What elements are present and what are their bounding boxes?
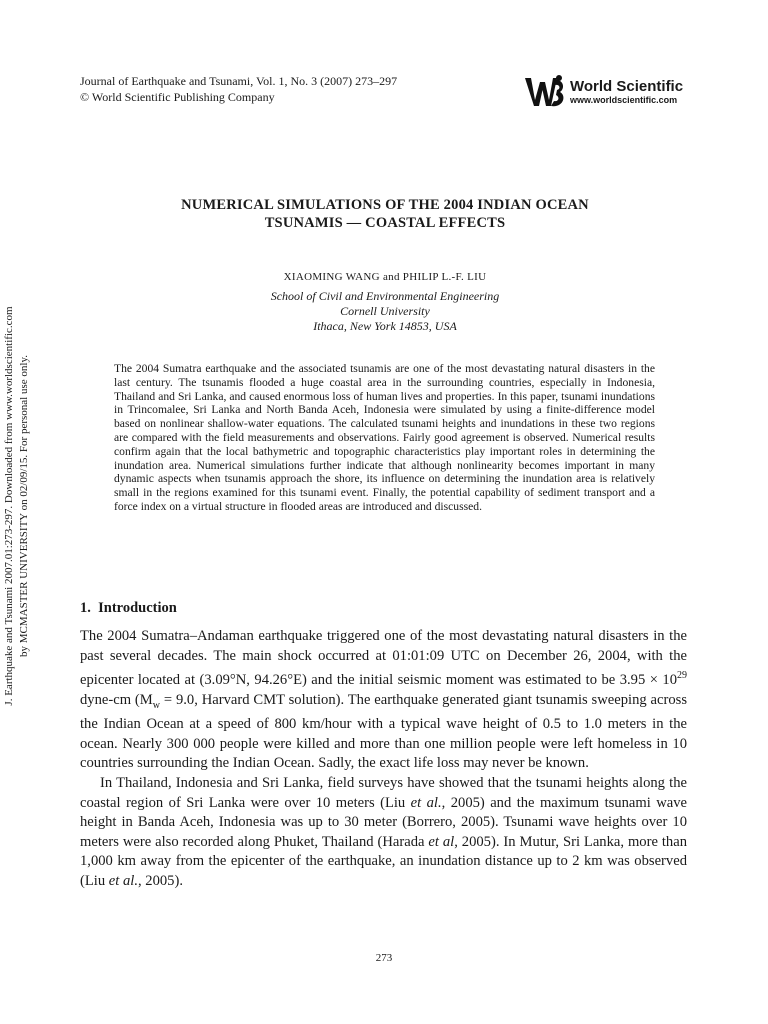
paragraph-2-text-b: , 2005) and the maximum tsunami wave height in Banda Aceh, Indonesia was up to 30 meter (Borrero, 2005). Tsunami wave heights over 10 meters were also recorded along Phuket, Thailand (Harada [80, 794, 688, 850]
paragraph-2-text-a: In Thailand, Indonesia and Sri Lanka, field surveys have showed that the tsunami heights along the coastal region of Sri Lanka were over 10 meters (Liu [80, 774, 687, 811]
download-notice [2, 296, 40, 716]
body-text [80, 627, 687, 891]
download-notice-line-1: J. Earthquake and Tsunami 2007.01:273-297. Downloaded from www.worldscientific.com [3, 306, 15, 706]
paper-title-line-1: NUMERICAL SIMULATIONS OF THE 2004 INDIAN OCEAN [181, 197, 589, 213]
paragraph-2-text-d: , 2005). [137, 872, 183, 889]
moment-exponent: 29 [677, 670, 687, 682]
citation-et-al: et al [428, 833, 455, 850]
page-number: 273 [375, 952, 393, 964]
section-number: 1. [80, 600, 91, 616]
world-scientific-logo-icon [523, 72, 567, 112]
paper-title-line-2: TSUNAMIS — COASTAL EFFECTS [264, 215, 506, 231]
citation-et-al: et al. [410, 794, 442, 811]
affiliation-line-1: School of Civil and Environmental Engineering [270, 289, 500, 303]
abstract: The 2004 Sumatra earthquake and the associated tsunamis are one of the most devastating natural disasters in the last century. The tsunamis flooded a huge coastal area in the surrounding countries, especially in Indonesia, Thailand and Sri Lanka, and caused enormous loss of human lives and properties. In this paper, tsunami inundations in Trincomalee, Sri Lanka and North Banda Aceh, Indonesia were simulated by using a finite-difference model based on nonlinear shallow-water equations. The calculated tsunami heights and inundations in these two regions are compared with the field measurements and observations. Fairly good agreement is observed. Numerical results confirm again that the local bathymetric and topographic characteristics play important roles in determining the inundation area. Numerical simulations further indicate that although nonlinearity becomes important in many dynamic aspects when tsunamis approach the shore, its influence on determining the inundation area is relatively small in the regions examined for this tsunami event. Finally, the potential capability of sediment transport and a force index on a virtual structure in flooded areas are introduced and discussed. [114, 362, 655, 513]
paragraph-1-text-a: The 2004 Sumatra–Andaman earthquake triggered one of the most devastating natural disasters in the past several decades. The main shock occurred at 01:01:09 UTC on December 26, 2004, with the epicenter located at (3.09°N, 94.26°E) and the initial seismic moment was estimated to be 3.95 × 10 [80, 628, 687, 689]
section-heading [80, 600, 177, 617]
magnitude-subscript: w [152, 699, 160, 711]
journal-header [80, 73, 397, 105]
affiliation-line-2: Cornell University [340, 304, 430, 318]
download-sidebar [2, 296, 40, 716]
citation-et-al: et al. [108, 872, 138, 889]
journal-citation: Journal of Earthquake and Tsunami, Vol. 1, No. 3 (2007) 273–297 [80, 74, 398, 88]
paragraph-2 [80, 774, 687, 892]
logo-url: www.worldscientific.com [570, 95, 678, 105]
publisher-line: © World Scientific Publishing Company [80, 90, 275, 104]
paragraph-1-text-b: dyne-cm (M [80, 691, 153, 708]
author-affiliation [80, 289, 690, 334]
paper-title [80, 196, 690, 232]
logo-name: World Scientific [570, 78, 684, 95]
section-title: Introduction [98, 600, 177, 616]
download-notice-line-2: by MCMASTER UNIVERSITY on 02/09/15. For personal use only. [18, 355, 30, 657]
paper-authors: XIAOMING WANG and PHILIP L.-F. LIU [283, 271, 487, 283]
logo-text [570, 78, 683, 106]
paragraph-2-text-c: , 2005). In Mutur, Sri Lanka, more than 1,000 km away from the epicenter of the earthquake, an inundation distance up to 2 km was observed (Liu [80, 833, 687, 889]
affiliation-line-3: Ithaca, New York 14853, USA [313, 319, 457, 333]
paragraph-1 [80, 627, 687, 774]
publisher-logo [523, 72, 683, 112]
paragraph-1-text-c: = 9.0, Harvard CMT solution). The earthquake generated giant tsunamis sweeping across the Indian Ocean at a speed of 800 km/hour with a typical wave height of 0.5 to 1.0 meters in the ocean. Nearly 300 000 people were killed and more than one million people were left homeless in 10 countries surrounding the Indian Ocean. Sadly, the exact life loss may never be known. [80, 691, 688, 772]
